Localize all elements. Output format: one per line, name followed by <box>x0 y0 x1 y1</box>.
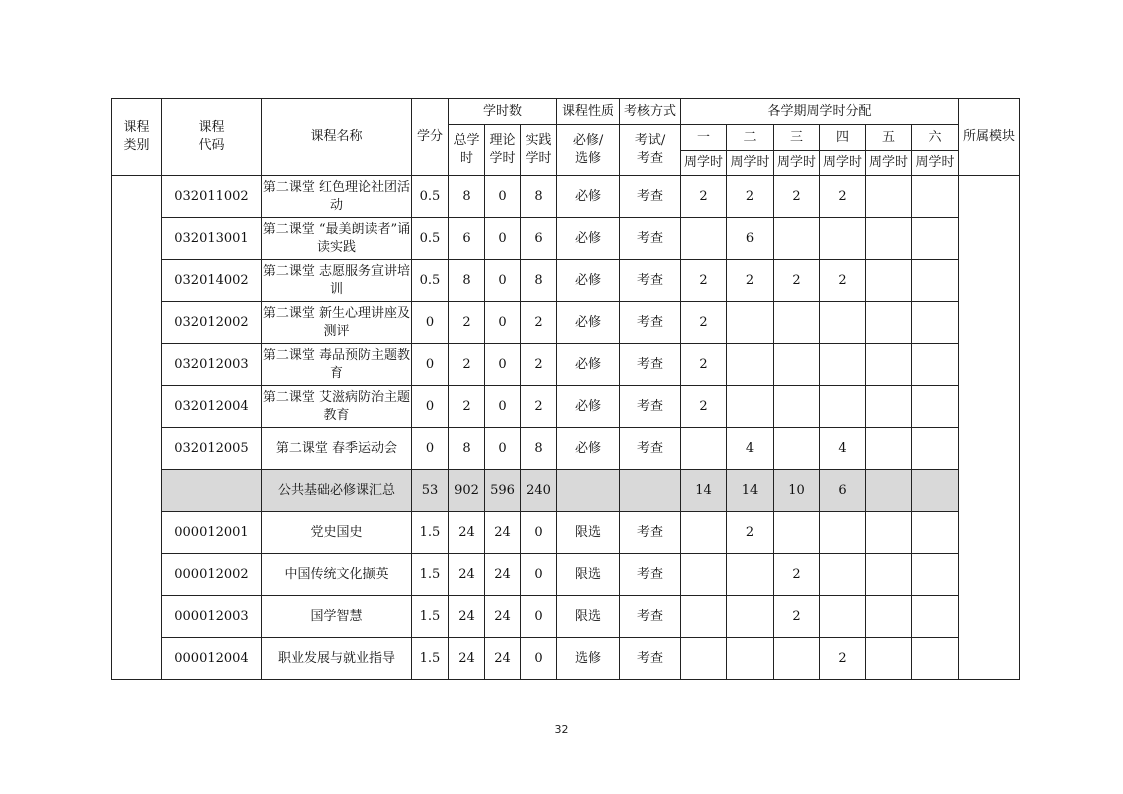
table-row <box>112 344 1020 386</box>
total-hours: 8 <box>449 428 485 470</box>
course-code: 000012002 <box>162 554 262 596</box>
semester-3-hours: 2 <box>774 260 820 302</box>
header-weekly-hours: 周学时 <box>774 151 820 176</box>
semester-3-hours <box>774 302 820 344</box>
practice-hours: 0 <box>521 638 557 680</box>
semester-4-hours <box>820 386 866 428</box>
theory-hours: 0 <box>485 386 521 428</box>
header-assess-group: 考核方式 <box>620 99 681 125</box>
semester-6-hours <box>912 218 959 260</box>
summary-code <box>162 470 262 512</box>
course-name: 国学智慧 <box>262 596 412 638</box>
course-credit: 0 <box>412 428 449 470</box>
semester-5-hours <box>866 302 912 344</box>
summary-practice-hours: 240 <box>521 470 557 512</box>
summary-total-hours: 902 <box>449 470 485 512</box>
course-credit: 0 <box>412 386 449 428</box>
semester-5-hours <box>866 596 912 638</box>
header-weekly-hours: 周学时 <box>681 151 727 176</box>
semester-4-hours: 4 <box>820 428 866 470</box>
table-row <box>112 596 1020 638</box>
theory-hours: 24 <box>485 554 521 596</box>
course-code: 000012003 <box>162 596 262 638</box>
assessment-type: 考查 <box>620 302 681 344</box>
course-nature: 必修 <box>557 302 620 344</box>
course-credit: 1.5 <box>412 554 449 596</box>
table-row <box>112 218 1020 260</box>
semester-6-hours <box>912 596 959 638</box>
course-credit: 0 <box>412 302 449 344</box>
table-row <box>112 176 1020 218</box>
theory-hours: 0 <box>485 302 521 344</box>
semester-4-hours <box>820 596 866 638</box>
practice-hours: 8 <box>521 260 557 302</box>
page-number: 32 <box>554 723 569 736</box>
semester-4-hours: 2 <box>820 176 866 218</box>
semester-4-hours <box>820 512 866 554</box>
semester-1-hours <box>681 428 727 470</box>
assessment-type: 考查 <box>620 218 681 260</box>
course-name: 第二课堂 红色理论社团活动 <box>262 176 412 218</box>
course-credit: 0 <box>412 344 449 386</box>
assessment-type: 考查 <box>620 260 681 302</box>
course-nature: 选修 <box>557 638 620 680</box>
course-code: 032012004 <box>162 386 262 428</box>
semester-3-hours <box>774 344 820 386</box>
total-hours: 24 <box>449 554 485 596</box>
header-hours-group: 学时数 <box>449 99 557 125</box>
table-row <box>112 638 1020 680</box>
semester-3-hours <box>774 512 820 554</box>
theory-hours: 0 <box>485 218 521 260</box>
course-code: 032012002 <box>162 302 262 344</box>
semester-5-hours <box>866 218 912 260</box>
summary-semester-2: 14 <box>727 470 774 512</box>
header-semester-group: 各学期周学时分配 <box>681 99 959 125</box>
total-hours: 24 <box>449 638 485 680</box>
table-body <box>112 176 1020 680</box>
summary-semester-5 <box>866 470 912 512</box>
course-name: 中国传统文化撷英 <box>262 554 412 596</box>
semester-2-hours <box>727 386 774 428</box>
course-nature: 限选 <box>557 512 620 554</box>
total-hours: 6 <box>449 218 485 260</box>
table-row <box>112 512 1020 554</box>
theory-hours: 24 <box>485 638 521 680</box>
summary-semester-3: 10 <box>774 470 820 512</box>
header-credit: 学分 <box>412 99 449 176</box>
header-semester-2: 二 <box>727 125 774 151</box>
theory-hours: 24 <box>485 596 521 638</box>
practice-hours: 0 <box>521 596 557 638</box>
summary-name: 公共基础必修课汇总 <box>262 470 412 512</box>
header-weekly-hours: 周学时 <box>866 151 912 176</box>
semester-2-hours <box>727 554 774 596</box>
summary-row <box>112 470 1020 512</box>
semester-1-hours <box>681 218 727 260</box>
semester-6-hours <box>912 512 959 554</box>
table-header <box>112 99 1020 176</box>
summary-credit: 53 <box>412 470 449 512</box>
header-category: 课程 类别 <box>112 99 162 176</box>
semester-5-hours <box>866 554 912 596</box>
assessment-type: 考查 <box>620 638 681 680</box>
course-name: 第二课堂 志愿服务宣讲培训 <box>262 260 412 302</box>
header-nature-group: 课程性质 <box>557 99 620 125</box>
semester-2-hours: 2 <box>727 176 774 218</box>
total-hours: 24 <box>449 512 485 554</box>
semester-1-hours <box>681 596 727 638</box>
course-credit: 0.5 <box>412 218 449 260</box>
course-name: 第二课堂 新生心理讲座及测评 <box>262 302 412 344</box>
course-nature: 必修 <box>557 260 620 302</box>
semester-5-hours <box>866 428 912 470</box>
semester-6-hours <box>912 176 959 218</box>
summary-semester-1: 14 <box>681 470 727 512</box>
course-nature: 必修 <box>557 176 620 218</box>
practice-hours: 2 <box>521 386 557 428</box>
course-name: 第二课堂 “最美朗读者”诵读实践 <box>262 218 412 260</box>
course-nature: 必修 <box>557 386 620 428</box>
header-nature-sub: 必修/ 选修 <box>557 125 620 176</box>
course-name: 职业发展与就业指导 <box>262 638 412 680</box>
table-row <box>112 554 1020 596</box>
semester-3-hours <box>774 638 820 680</box>
course-code: 032013001 <box>162 218 262 260</box>
semester-2-hours: 4 <box>727 428 774 470</box>
semester-6-hours <box>912 638 959 680</box>
semester-2-hours <box>727 302 774 344</box>
semester-4-hours <box>820 344 866 386</box>
course-code: 000012004 <box>162 638 262 680</box>
semester-3-hours: 2 <box>774 176 820 218</box>
semester-1-hours: 2 <box>681 344 727 386</box>
summary-assess <box>620 470 681 512</box>
summary-semester-6 <box>912 470 959 512</box>
theory-hours: 0 <box>485 176 521 218</box>
theory-hours: 0 <box>485 344 521 386</box>
summary-theory-hours: 596 <box>485 470 521 512</box>
semester-5-hours <box>866 638 912 680</box>
assessment-type: 考查 <box>620 428 681 470</box>
semester-4-hours <box>820 302 866 344</box>
curriculum-table <box>111 98 1020 680</box>
semester-1-hours <box>681 512 727 554</box>
semester-4-hours: 2 <box>820 638 866 680</box>
semester-3-hours: 2 <box>774 596 820 638</box>
course-code: 032011002 <box>162 176 262 218</box>
total-hours: 2 <box>449 344 485 386</box>
assessment-type: 考查 <box>620 554 681 596</box>
practice-hours: 8 <box>521 428 557 470</box>
total-hours: 8 <box>449 176 485 218</box>
practice-hours: 6 <box>521 218 557 260</box>
semester-1-hours: 2 <box>681 176 727 218</box>
course-code: 032014002 <box>162 260 262 302</box>
category-cell <box>112 176 162 680</box>
semester-2-hours <box>727 344 774 386</box>
course-code: 000012001 <box>162 512 262 554</box>
course-nature: 限选 <box>557 596 620 638</box>
assessment-type: 考查 <box>620 596 681 638</box>
practice-hours: 2 <box>521 302 557 344</box>
header-assess-sub: 考试/ 考查 <box>620 125 681 176</box>
theory-hours: 24 <box>485 512 521 554</box>
practice-hours: 2 <box>521 344 557 386</box>
course-name: 第二课堂 春季运动会 <box>262 428 412 470</box>
practice-hours: 0 <box>521 512 557 554</box>
header-module: 所属模块 <box>959 99 1020 176</box>
module-cell <box>959 176 1020 680</box>
semester-5-hours <box>866 344 912 386</box>
semester-2-hours <box>727 638 774 680</box>
header-semester-6: 六 <box>912 125 959 151</box>
header-weekly-hours: 周学时 <box>820 151 866 176</box>
semester-5-hours <box>866 260 912 302</box>
assessment-type: 考查 <box>620 512 681 554</box>
summary-semester-4: 6 <box>820 470 866 512</box>
total-hours: 2 <box>449 302 485 344</box>
semester-5-hours <box>866 386 912 428</box>
table-row <box>112 302 1020 344</box>
course-credit: 1.5 <box>412 638 449 680</box>
semester-3-hours <box>774 386 820 428</box>
semester-1-hours: 2 <box>681 260 727 302</box>
semester-6-hours <box>912 344 959 386</box>
practice-hours: 8 <box>521 176 557 218</box>
course-credit: 1.5 <box>412 596 449 638</box>
header-weekly-hours: 周学时 <box>727 151 774 176</box>
header-semester-1: 一 <box>681 125 727 151</box>
course-credit: 0.5 <box>412 176 449 218</box>
semester-4-hours <box>820 218 866 260</box>
semester-6-hours <box>912 554 959 596</box>
semester-2-hours: 2 <box>727 512 774 554</box>
semester-1-hours: 2 <box>681 302 727 344</box>
semester-3-hours <box>774 428 820 470</box>
summary-nature <box>557 470 620 512</box>
course-nature: 必修 <box>557 344 620 386</box>
course-name: 第二课堂 毒品预防主题教育 <box>262 344 412 386</box>
total-hours: 2 <box>449 386 485 428</box>
semester-6-hours <box>912 302 959 344</box>
header-weekly-hours: 周学时 <box>912 151 959 176</box>
semester-4-hours: 2 <box>820 260 866 302</box>
course-code: 032012005 <box>162 428 262 470</box>
semester-3-hours: 2 <box>774 554 820 596</box>
semester-1-hours: 2 <box>681 386 727 428</box>
total-hours: 24 <box>449 596 485 638</box>
table-row <box>112 386 1020 428</box>
header-total-hours: 总学 时 <box>449 125 485 176</box>
course-nature: 必修 <box>557 218 620 260</box>
course-name: 第二课堂 艾滋病防治主题教育 <box>262 386 412 428</box>
header-name: 课程名称 <box>262 99 412 176</box>
practice-hours: 0 <box>521 554 557 596</box>
semester-6-hours <box>912 260 959 302</box>
theory-hours: 0 <box>485 260 521 302</box>
header-code: 课程 代码 <box>162 99 262 176</box>
assessment-type: 考查 <box>620 386 681 428</box>
semester-5-hours <box>866 176 912 218</box>
semester-6-hours <box>912 386 959 428</box>
header-semester-3: 三 <box>774 125 820 151</box>
course-code: 032012003 <box>162 344 262 386</box>
table-row <box>112 260 1020 302</box>
course-nature: 限选 <box>557 554 620 596</box>
table-row <box>112 428 1020 470</box>
header-practice-hours: 实践 学时 <box>521 125 557 176</box>
theory-hours: 0 <box>485 428 521 470</box>
semester-6-hours <box>912 428 959 470</box>
header-semester-5: 五 <box>866 125 912 151</box>
header-semester-4: 四 <box>820 125 866 151</box>
course-name: 党史国史 <box>262 512 412 554</box>
assessment-type: 考查 <box>620 176 681 218</box>
semester-1-hours <box>681 554 727 596</box>
semester-2-hours: 2 <box>727 260 774 302</box>
assessment-type: 考查 <box>620 344 681 386</box>
semester-4-hours <box>820 554 866 596</box>
semester-2-hours: 6 <box>727 218 774 260</box>
semester-5-hours <box>866 512 912 554</box>
total-hours: 8 <box>449 260 485 302</box>
course-credit: 1.5 <box>412 512 449 554</box>
course-nature: 必修 <box>557 428 620 470</box>
header-theory-hours: 理论 学时 <box>485 125 521 176</box>
semester-1-hours <box>681 638 727 680</box>
semester-2-hours <box>727 596 774 638</box>
semester-3-hours <box>774 218 820 260</box>
course-credit: 0.5 <box>412 260 449 302</box>
